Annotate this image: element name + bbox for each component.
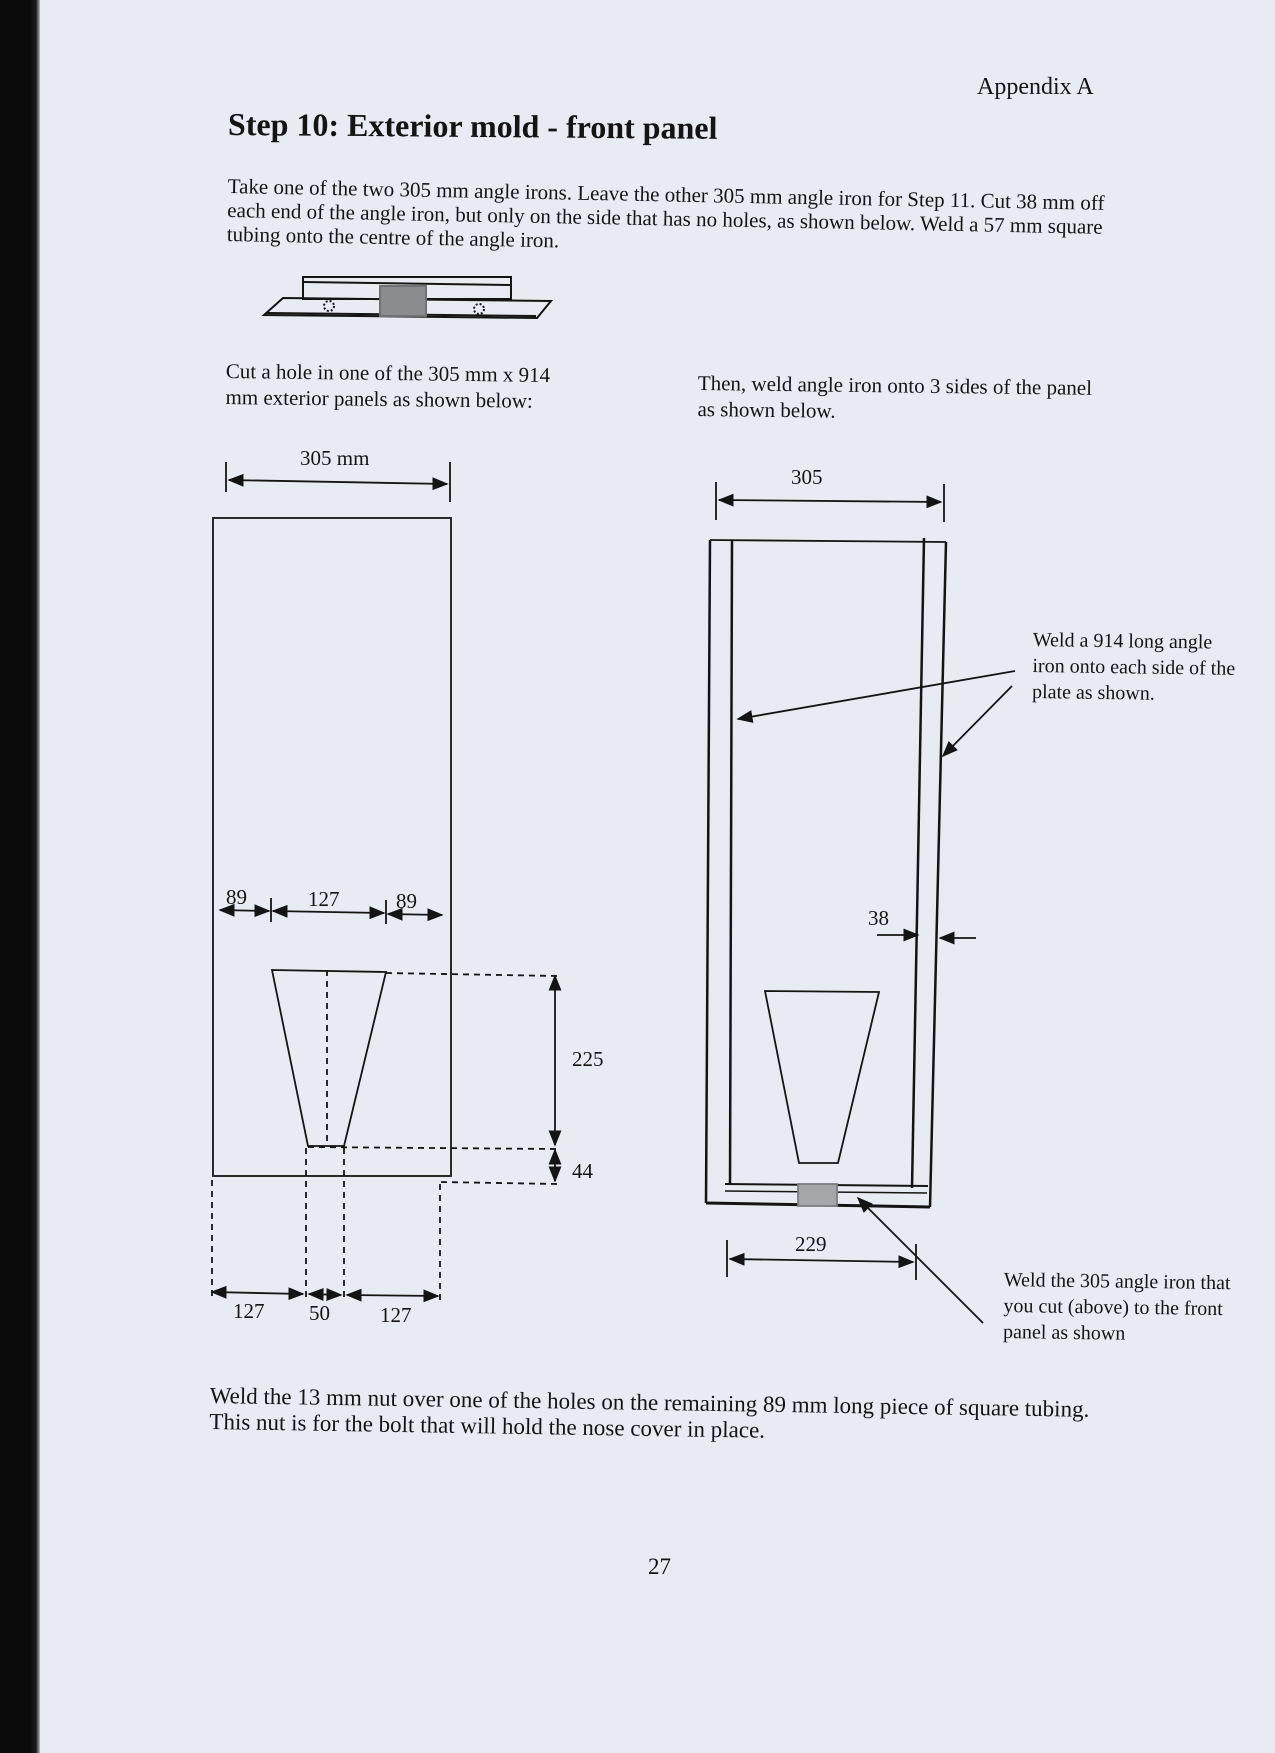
- right-figure-labels: [791, 465, 889, 1256]
- side-angle-note: Weld a 914 long angle iron onto each side of the plate as shown.: [1031, 628, 1236, 705]
- intro-paragraph: Take one of the two 305 mm angle irons. Leave the other 305 mm angle iron for Step 11. Cut 38 mm off each end of the angle iron, but only on the side that has no holes, as shown below. Weld a 57 mm square tubing onto the centre of the angle iron.: [226, 174, 1105, 253]
- appendix-label: Appendix A: [977, 74, 1094, 100]
- square-tubing: [798, 1184, 837, 1206]
- page-title: Step 10: Exterior mold - front panel: [227, 106, 718, 146]
- left-figure-labels: [226, 446, 604, 1327]
- left-bottom-50: 50: [309, 1301, 330, 1325]
- bottom-angle-note: Weld the 305 angle iron that you cut (above) to the front panel as shown: [1002, 1268, 1231, 1345]
- left-dim-89-right: 89: [396, 889, 417, 913]
- left-bottom-127-left: 127: [233, 1299, 265, 1323]
- closing-paragraph: Weld the 13 mm nut over one of the holes on the remaining 89 mm long piece of square tubing. This nut is for the bolt that will hold the nose cover in place.: [209, 1383, 1090, 1443]
- right-figure-caption: Then, weld angle iron onto 3 sides of the panel as shown below.: [697, 370, 1093, 423]
- left-bottom-127-right: 127: [380, 1303, 412, 1327]
- right-panel-drawing: [706, 482, 1015, 1323]
- right-hole-trapezoid: [765, 991, 879, 1163]
- left-figure-caption: Cut a hole in one of the 305 mm x 914 mm exterior panels as shown below:: [225, 358, 551, 413]
- right-dim-229: 229: [795, 1232, 827, 1256]
- left-dim-89-left: 89: [226, 885, 247, 909]
- left-width-label: 305 mm: [300, 446, 370, 470]
- left-angle-iron: [706, 540, 710, 1203]
- right-dim-38: 38: [868, 906, 889, 930]
- left-dim-127-center: 127: [308, 887, 340, 911]
- left-dim-225: 225: [572, 1047, 604, 1071]
- hole-trapezoid: [272, 970, 386, 1146]
- right-width-label: 305: [791, 465, 823, 489]
- left-dim-44: 44: [572, 1159, 593, 1183]
- angle-iron-sketch: [264, 277, 551, 318]
- page-number: 27: [648, 1554, 671, 1579]
- exterior-panel-outline: [213, 518, 451, 1176]
- left-panel-drawing: [212, 462, 558, 1300]
- right-angle-iron: [930, 542, 946, 1207]
